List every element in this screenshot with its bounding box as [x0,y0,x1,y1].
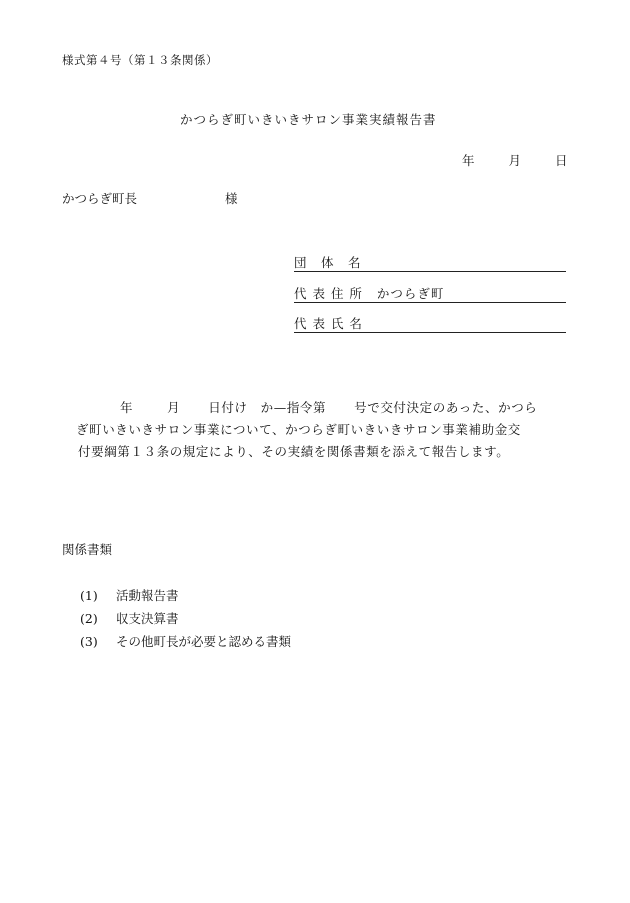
report-body-paragraph [72,397,572,463]
field-label: 代 表 氏 名 [294,316,363,331]
body-month: 月 [167,400,181,415]
date-year-label: 年 [462,153,475,168]
list-item-label: 収支決算書 [116,611,179,626]
list-item-number: (1) [80,588,98,603]
field-value: かつらぎ町 [376,286,445,301]
list-item [80,607,291,630]
list-item-number: (2) [80,611,98,626]
date-day-label: 日 [555,153,568,168]
report-date [462,151,568,169]
body-line-1 [72,397,572,419]
list-item-number: (3) [80,634,98,649]
body-day-part: 日付け か—指令第 [208,400,327,415]
applicant-org-name-field[interactable] [294,253,566,272]
addressee-name: かつらぎ町長 [62,191,138,206]
body-rest-line1: 号で交付決定のあった、かつら [354,400,538,415]
applicant-representative-address-field[interactable] [294,284,566,303]
list-item [80,630,291,653]
date-month-label: 月 [508,153,522,168]
applicant-representative-name-field[interactable] [294,314,566,333]
field-label: 代 表 住 所 [294,286,363,301]
list-item [80,584,291,607]
addressee-suffix: 様 [225,191,238,206]
field-label: 団 体 名 [294,255,362,270]
body-line-3: 付要綱第１３条の規定により、その実績を関係書類を添えて報告します。 [78,444,510,459]
document-title: かつらぎ町いきいきサロン事業実績報告書 [180,112,437,127]
addressee [62,189,238,207]
body-year: 年 [120,400,134,415]
list-item-label: 活動報告書 [116,588,179,603]
related-documents-heading: 関係書類 [62,542,113,557]
related-documents-list [80,584,291,653]
form-number: 様式第４号（第１３条関係） [62,53,218,67]
list-item-label: その他町長が必要と認める書類 [116,634,292,649]
body-line-2: ぎ町いきいきサロン事業について、かつらぎ町いきいきサロン事業補助金交 [76,422,521,437]
